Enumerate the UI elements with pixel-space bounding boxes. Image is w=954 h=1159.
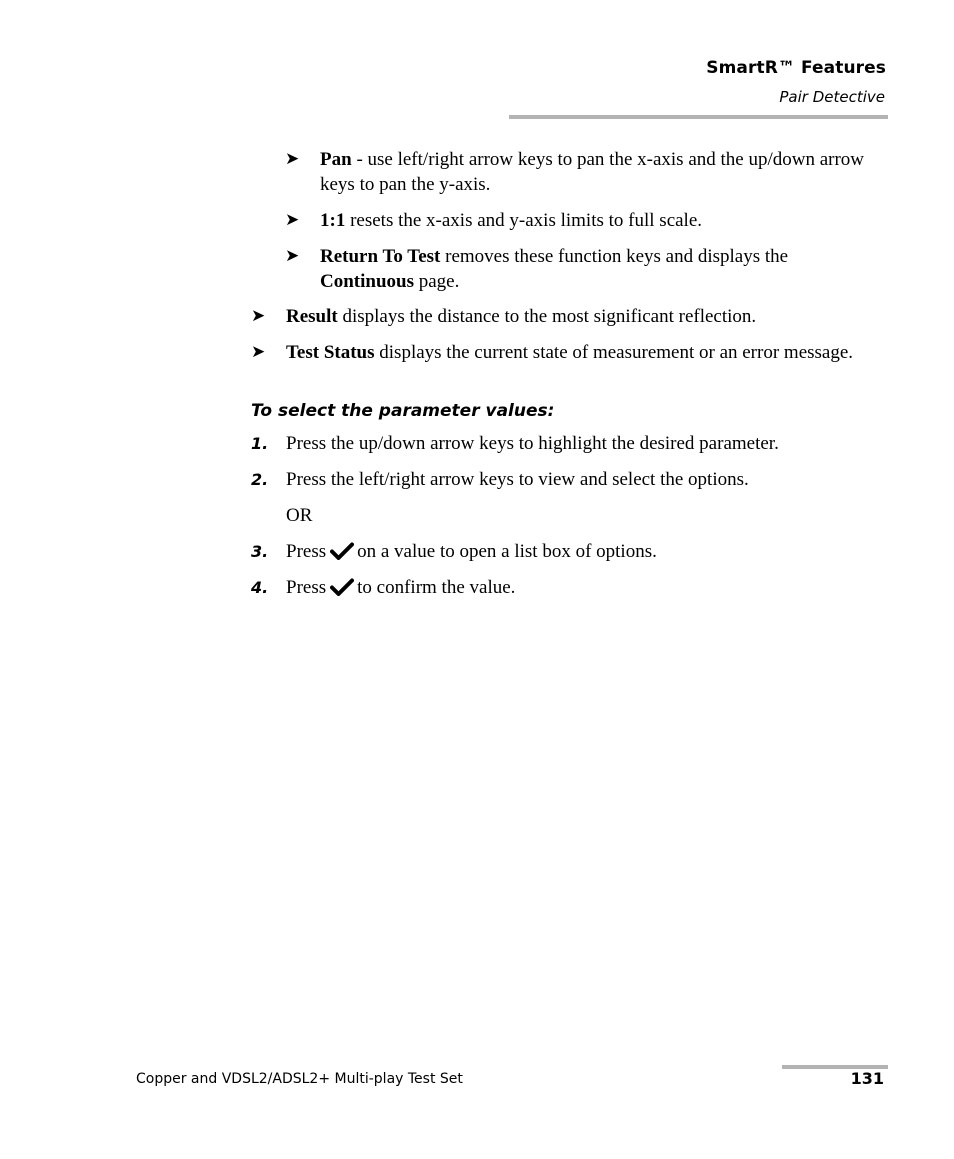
arrowhead-bullet-icon: ➤: [251, 306, 266, 326]
arrowhead-bullet-icon: ➤: [285, 246, 300, 266]
bullet-result: [286, 304, 880, 329]
bullet-return-text-end: page.: [414, 271, 460, 292]
bullet-test-status-text: displays the current state of measurement or an error message.: [374, 342, 854, 363]
section-subtitle: Pair Detective: [779, 88, 885, 106]
bullet-pan: [320, 147, 880, 197]
step-text-pre: Press: [286, 577, 327, 598]
step-text: [286, 575, 880, 603]
bullet-return-text: removes these function keys and displays the: [440, 246, 789, 267]
step-number: 3.: [251, 542, 269, 561]
step-number: 1.: [251, 434, 269, 453]
step-text-post: to confirm the value.: [357, 577, 516, 598]
step-number: 4.: [251, 578, 269, 597]
bullet-pan-text: - use left/right arrow keys to pan the x-axis and the up/down arrow keys to pan the y-axis.: [320, 149, 865, 195]
arrowhead-bullet-icon: ➤: [251, 342, 266, 362]
bullet-pan-term: Pan: [320, 149, 352, 170]
page-number: 131: [850, 1069, 884, 1088]
bullet-one-to-one-term: 1:1: [320, 210, 346, 231]
header-rule: [509, 115, 888, 119]
step-text-post: on a value to open a list box of options.: [357, 541, 657, 562]
step-text: Press the up/down arrow keys to highlight the desired parameter.: [286, 433, 779, 454]
section-title: SmartR™ Features: [706, 58, 886, 78]
arrowhead-bullet-icon: ➤: [285, 149, 300, 169]
bullet-one-to-one-text: resets the x-axis and y-axis limits to full scale.: [345, 210, 703, 231]
step-text: [286, 539, 880, 567]
step-number: 2.: [251, 470, 269, 489]
bullet-return-term: Return To Test: [320, 246, 441, 267]
bullet-one-to-one: [320, 208, 880, 233]
arrowhead-bullet-icon: ➤: [285, 210, 300, 230]
or-text: OR: [286, 505, 313, 526]
bullet-return-to-test: [320, 244, 880, 294]
checkmark-icon: [330, 542, 354, 567]
bullet-result-text: displays the distance to the most significant reflection.: [337, 306, 757, 327]
footer-doc-title: Copper and VDSL2/ADSL2+ Multi-play Test Set: [136, 1071, 463, 1087]
procedure-title: To select the parameter values:: [251, 401, 555, 421]
bullet-test-status: [286, 340, 866, 365]
checkmark-icon: [330, 578, 354, 603]
step-text-pre: Press: [286, 541, 327, 562]
bullet-test-status-term: Test Status: [286, 342, 375, 363]
step-text: Press the left/right arrow keys to view and select the options.: [286, 469, 749, 490]
bullet-continuous-term: Continuous: [320, 271, 414, 292]
bullet-result-term: Result: [286, 306, 338, 327]
